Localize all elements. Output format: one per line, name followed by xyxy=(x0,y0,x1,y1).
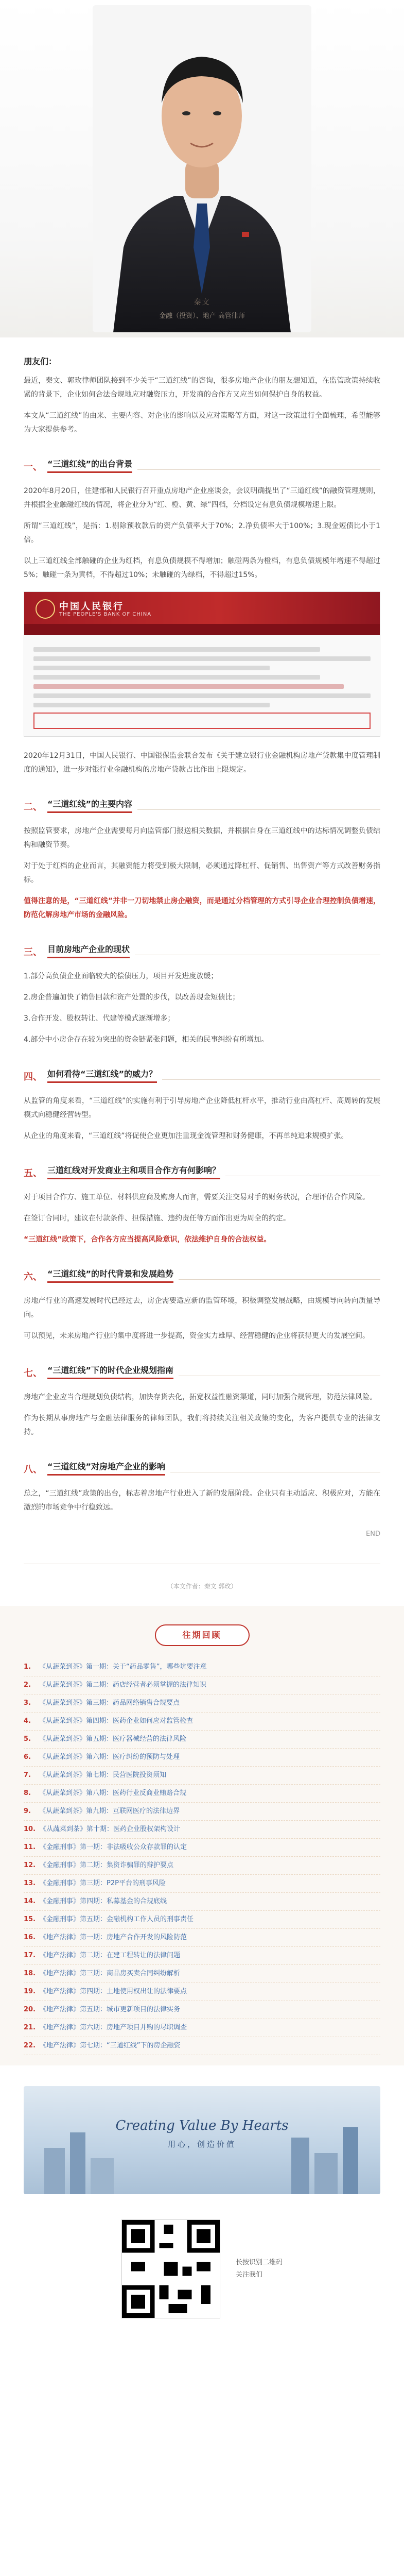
section-title: “三道红线”的出台背景 xyxy=(47,457,132,473)
highlight-paragraph: “三道红线”政策下，合作各方应当提高风险意识，依法维护自身的合法权益。 xyxy=(24,1235,271,1244)
author-footer: （本文作者：秦文 郭玫） xyxy=(167,1583,237,1590)
paragraph: 所谓“三道红线”，是指：1.剔除预收款后的资产负债率大于70%；2.净负债率大于100%；3.现金短债比小于1倍。 xyxy=(24,522,380,544)
list-item[interactable]: 15. 《金融刑事》第五期：金融机构工作人员的刑事责任 xyxy=(24,1911,380,1929)
list-item[interactable]: 5. 《从蔬菜到茶》第五期：医疗器械经营的法律风险 xyxy=(24,1731,380,1749)
list-item[interactable]: 12. 《金融刑事》第二期：集资诈骗罪的辩护要点 xyxy=(24,1857,380,1875)
paragraph: 可以预见，未来房地产行业的集中度将进一步提高，资金实力雄厚、经营稳健的企业将获得更大的发展空间。 xyxy=(24,1332,370,1340)
slogan-cn: 用心，创造价值 xyxy=(167,2140,236,2149)
article-body xyxy=(0,337,404,1606)
section-heading: 四、 如何看待“三道红线”的威力？ xyxy=(24,1067,380,1083)
list-item[interactable]: 14. 《金融刑事》第四期：私募基金的合规底线 xyxy=(24,1893,380,1911)
paragraph: 1.部分高负债企业面临较大的偿债压力，项目开发进度放缓； xyxy=(24,972,218,980)
past-articles-badge: 往期回顾 xyxy=(155,1624,250,1646)
section-heading: 二、 “三道红线”的主要内容 xyxy=(24,798,380,813)
hero-section xyxy=(0,0,404,337)
qr-caption: 长按识别二维码 关注我们 xyxy=(235,2259,283,2279)
section-title: 如何看待“三道红线”的威力？ xyxy=(47,1067,157,1083)
section-title: “三道红线”对房地产企业的影响 xyxy=(47,1460,165,1476)
highlight-paragraph: 值得注意的是，“三道红线”并非一刀切地禁止房企融资，而是通过分档管理的方式引导企业合理控制负债增速，防范化解房地产市场的金融风险。 xyxy=(24,897,380,919)
past-articles-list xyxy=(24,1658,380,2055)
list-item[interactable]: 1. 《从蔬菜到茶》第一期：关于“药品零售”，哪些坑要注意 xyxy=(24,1658,380,1676)
paragraph: 2020年8月20日，住建部和人民银行召开重点房地产企业座谈会，会议明确提出了“三道红线”的融资管理规则，并根据企业触碰红线的情况，将企业分为“红、橙、黄、绿”四档，分档设定有息负债规模增速上限。 xyxy=(24,487,380,509)
paragraph: 房地产行业的高速发展时代已经过去，房企需要适应新的监管环境，积极调整发展战略，由规模导向转向质量导向。 xyxy=(24,1297,380,1319)
list-item[interactable]: 16. 《地产法律》第一期：房地产合作开发的风险防范 xyxy=(24,1929,380,1947)
list-item[interactable]: 8. 《从蔬菜到茶》第八期：医药行业反商业贿赂合规 xyxy=(24,1785,380,1803)
list-item[interactable]: 7. 《从蔬菜到茶》第七期：民营医院投资须知 xyxy=(24,1767,380,1785)
list-item[interactable]: 10. 《从蔬菜到茶》第十期：医药企业股权架构设计 xyxy=(24,1821,380,1839)
slogan-banner xyxy=(24,2086,380,2194)
section-heading: 六、 “三道红线”的时代背景和发展趋势 xyxy=(24,1267,380,1283)
paragraph: 对于处于红档的企业而言，其融资能力将受到极大限制，必须通过降杠杆、促销售、出售资产等方式改善财务指标。 xyxy=(24,862,380,884)
author-name: 秦文 xyxy=(194,298,210,307)
paragraph: 4.部分中小房企存在较为突出的资金链紧张问题，相关的民事纠纷有所增加。 xyxy=(24,1036,269,1044)
paragraph: 2.房企普遍加快了销售回款和资产处置的步伐，以改善现金短债比； xyxy=(24,993,240,1002)
list-item[interactable]: 4. 《从蔬菜到茶》第四期：医药企业如何应对监管检查 xyxy=(24,1713,380,1731)
section-heading: 三、 目前房地产企业的现状 xyxy=(24,943,380,958)
section-title: “三道红线”下的时代企业规划指南 xyxy=(47,1364,173,1379)
hero-caption xyxy=(93,297,311,320)
list-item[interactable]: 13. 《金融刑事》第三期：P2P平台的刑事风险 xyxy=(24,1875,380,1893)
author-portrait xyxy=(93,5,311,332)
section-title: “三道红线”的时代背景和发展趋势 xyxy=(47,1267,173,1283)
paragraph: 以上三道红线全部触碰的企业为红档，有息负债规模不得增加；触碰两条为橙档，有息负债规模年增速不得超过5%；触碰一条为黄档，不得超过10%；未触碰的为绿档，不得超过15%。 xyxy=(24,557,380,579)
list-item[interactable]: 9. 《从蔬菜到茶》第九期：互联网医疗的法律边界 xyxy=(24,1803,380,1821)
paragraph: 2020年12月31日，中国人民银行、中国银保监会联合发布《关于建立银行业金融机构房地产贷款集中度管理制度的通知》，进一步对银行业金融机构的房地产贷款占比作出上限规定。 xyxy=(24,752,380,774)
paragraph: 在签订合同时，建议在付款条件、担保措施、违约责任等方面作出更为周全的约定。 xyxy=(24,1214,290,1223)
greeting: 朋友们： xyxy=(24,357,57,366)
section-heading: 五、 三道红线对开发商业主和项目合作方有何影响？ xyxy=(24,1164,380,1179)
qr-section xyxy=(24,2210,380,2328)
section-heading: 八、 “三道红线”对房地产企业的影响 xyxy=(24,1460,380,1476)
paragraph: 按照监管要求，房地产企业需要每月向监管部门报送相关数据，并根据自身在三道红线中的达标情况调整负债结构和融资节奏。 xyxy=(24,827,380,849)
section-heading: 一、 “三道红线”的出台背景 xyxy=(24,457,380,473)
end-mark: END xyxy=(366,1530,380,1538)
section-title: 目前房地产企业的现状 xyxy=(47,943,130,958)
section-title: 三道红线对开发商业主和项目合作方有何影响？ xyxy=(47,1164,220,1179)
section-title: “三道红线”的主要内容 xyxy=(47,798,132,813)
paragraph: 3.合作开发、股权转让、代建等模式逐渐增多； xyxy=(24,1014,175,1023)
paragraph: 房地产企业应当合理规划负债结构，加快存货去化，拓宽权益性融资渠道，同时加强合规管理，防范法律风险。 xyxy=(24,1393,377,1401)
list-item[interactable]: 18. 《地产法律》第三期：商品房买卖合同纠纷解析 xyxy=(24,1965,380,1983)
qr-code-icon[interactable] xyxy=(121,2219,220,2318)
pboc-title: 中国人民银行 xyxy=(59,601,124,612)
list-item[interactable]: 3. 《从蔬菜到茶》第三期：药品网络销售合规要点 xyxy=(24,1694,380,1713)
pboc-logo-icon xyxy=(36,599,55,619)
paragraph: 本文从“三道红线”的由来、主要内容、对企业的影响以及应对策略等方面，对这一政策进行全面梳理，希望能够为大家提供参考。 xyxy=(24,412,380,434)
highlight-box xyxy=(33,713,371,729)
paragraph: 从企业的角度来看，“三道红线”将促使企业更加注重现金流管理和财务健康，不再单纯追求规模扩张。 xyxy=(24,1132,348,1140)
author-title: 金融（投资）、地产 高管律师 xyxy=(159,312,245,320)
paragraph: 对于项目合作方、施工单位、材料供应商及购房人而言，需要关注交易对手的财务状况，合理评估合作风险。 xyxy=(24,1193,370,1201)
paragraph: 最近，秦文、郭玫律师团队接到不少关于“三道红线”的咨询，很多房地产企业的朋友想知道，在监管政策持续收紧的背景下，企业如何合法合规地应对融资压力，开发商的合作方又应当如何保护自身的权益。 xyxy=(24,377,380,399)
pboc-screenshot xyxy=(24,591,380,737)
list-item[interactable]: 17. 《地产法律》第二期：在建工程转让的法律问题 xyxy=(24,1947,380,1965)
slogan-en: Creating Value By Hearts xyxy=(115,2118,289,2133)
list-item[interactable]: 20. 《地产法律》第五期：城市更新项目的法律实务 xyxy=(24,2001,380,2019)
pboc-subtitle: THE PEOPLE'S BANK OF CHINA xyxy=(59,612,152,617)
list-item[interactable]: 6. 《从蔬菜到茶》第六期：医疗纠纷的预防与处理 xyxy=(24,1749,380,1767)
list-item[interactable]: 21. 《地产法律》第六期：房地产项目并购的尽职调查 xyxy=(24,2019,380,2037)
list-item[interactable]: 2. 《从蔬菜到茶》第二期：药店经营者必须掌握的法律知识 xyxy=(24,1676,380,1694)
section-heading: 七、 “三道红线”下的时代企业规划指南 xyxy=(24,1364,380,1379)
list-item[interactable]: 11. 《金融刑事》第一期：非法吸收公众存款罪的认定 xyxy=(24,1839,380,1857)
paragraph: 作为长期从事房地产与金融法律服务的律师团队，我们将持续关注相关政策的变化，为客户提供专业的法律支持。 xyxy=(24,1414,380,1436)
list-item[interactable]: 22. 《地产法律》第七期：“三道红线”下的房企融资 xyxy=(24,2037,380,2055)
paragraph: 总之，“三道红线”政策的出台，标志着房地产行业进入了新的发展阶段。企业只有主动适应、积极应对，方能在激烈的市场竞争中行稳致远。 xyxy=(24,1489,380,1512)
paragraph: 从监管的角度来看，“三道红线”的实施有利于引导房地产企业降低杠杆水平，推动行业由高杠杆、高周转的发展模式向稳健经营转型。 xyxy=(24,1097,380,1119)
list-item[interactable]: 19. 《地产法律》第四期：土地使用权出让的法律要点 xyxy=(24,1983,380,2001)
past-articles-section xyxy=(0,1606,404,2065)
